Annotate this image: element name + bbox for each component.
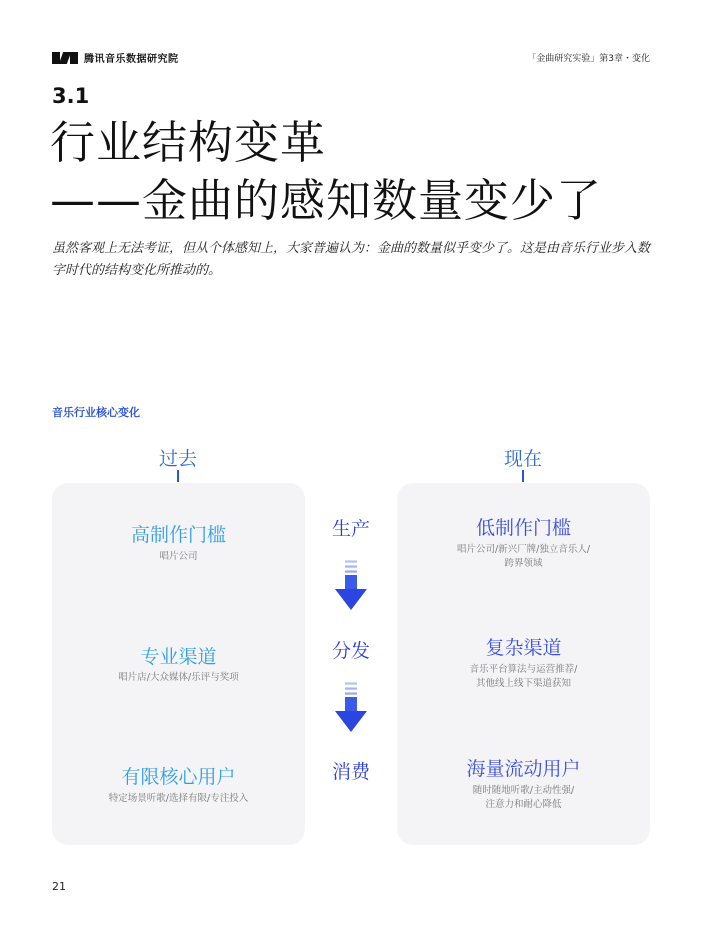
past-item-desc: 特定场景听歌/选择有限/专注投入 bbox=[108, 793, 249, 804]
now-item-desc-line: 注意力和耐心降低 bbox=[485, 799, 562, 810]
now-item-title: 海量流动用户 bbox=[466, 758, 581, 780]
page-number: 21 bbox=[52, 880, 66, 893]
chapter-label: 「金曲研究实验」第3章・变化 bbox=[527, 54, 650, 64]
diagram-title: 音乐行业核心变化 bbox=[52, 406, 140, 419]
brand-logo bbox=[52, 50, 179, 65]
stage-produce: 生产 bbox=[331, 518, 370, 540]
now-item-title: 低制作门槛 bbox=[475, 517, 571, 539]
now-item-title: 复杂渠道 bbox=[485, 637, 562, 659]
section-number: 3.1 bbox=[52, 84, 90, 108]
down-arrow-icon bbox=[334, 560, 368, 612]
now-item-desc bbox=[397, 663, 650, 691]
past-item-title: 有限核心用户 bbox=[121, 766, 236, 788]
page-subtitle: ——金曲的感知数量变少了 bbox=[50, 174, 603, 227]
logo-text: 腾讯音乐数据研究院 bbox=[84, 54, 179, 65]
stage-consume: 消费 bbox=[331, 761, 370, 783]
now-item-desc bbox=[397, 543, 650, 571]
past-heading: 过去 bbox=[158, 448, 197, 470]
now-item-desc bbox=[397, 784, 650, 812]
intro-paragraph: 虽然客观上无法考证，但从个体感知上，大家普遍认为：金曲的数量似乎变少了。这是由音乐行业步入数字时代的结构变化所推动的。 bbox=[52, 241, 651, 278]
now-heading: 现在 bbox=[503, 448, 542, 470]
page-title: 行业结构变革 bbox=[50, 116, 327, 169]
down-arrow-icon bbox=[334, 682, 368, 734]
past-item-title: 专业渠道 bbox=[140, 646, 217, 668]
past-tick bbox=[177, 470, 179, 482]
past-item-desc: 唱片店/大众媒体/乐评与奖项 bbox=[118, 672, 239, 683]
past-item-title: 高制作门槛 bbox=[130, 524, 226, 546]
now-item-desc-line: 其他线上线下渠道获知 bbox=[475, 678, 571, 689]
now-item-desc-line: 随时随地听歌/主动性强/ bbox=[472, 785, 575, 796]
now-item-desc-line: 音乐平台算法与运营推荐/ bbox=[469, 664, 578, 675]
now-tick bbox=[522, 470, 524, 482]
now-item-desc-line: 唱片公司/新兴厂牌/独立音乐人/ bbox=[456, 544, 591, 555]
now-item-desc-line: 跨界领域 bbox=[504, 558, 543, 569]
stage-distribute: 分发 bbox=[331, 640, 370, 662]
past-item-desc: 唱片公司 bbox=[159, 551, 198, 562]
tme-logo-icon bbox=[52, 52, 78, 64]
